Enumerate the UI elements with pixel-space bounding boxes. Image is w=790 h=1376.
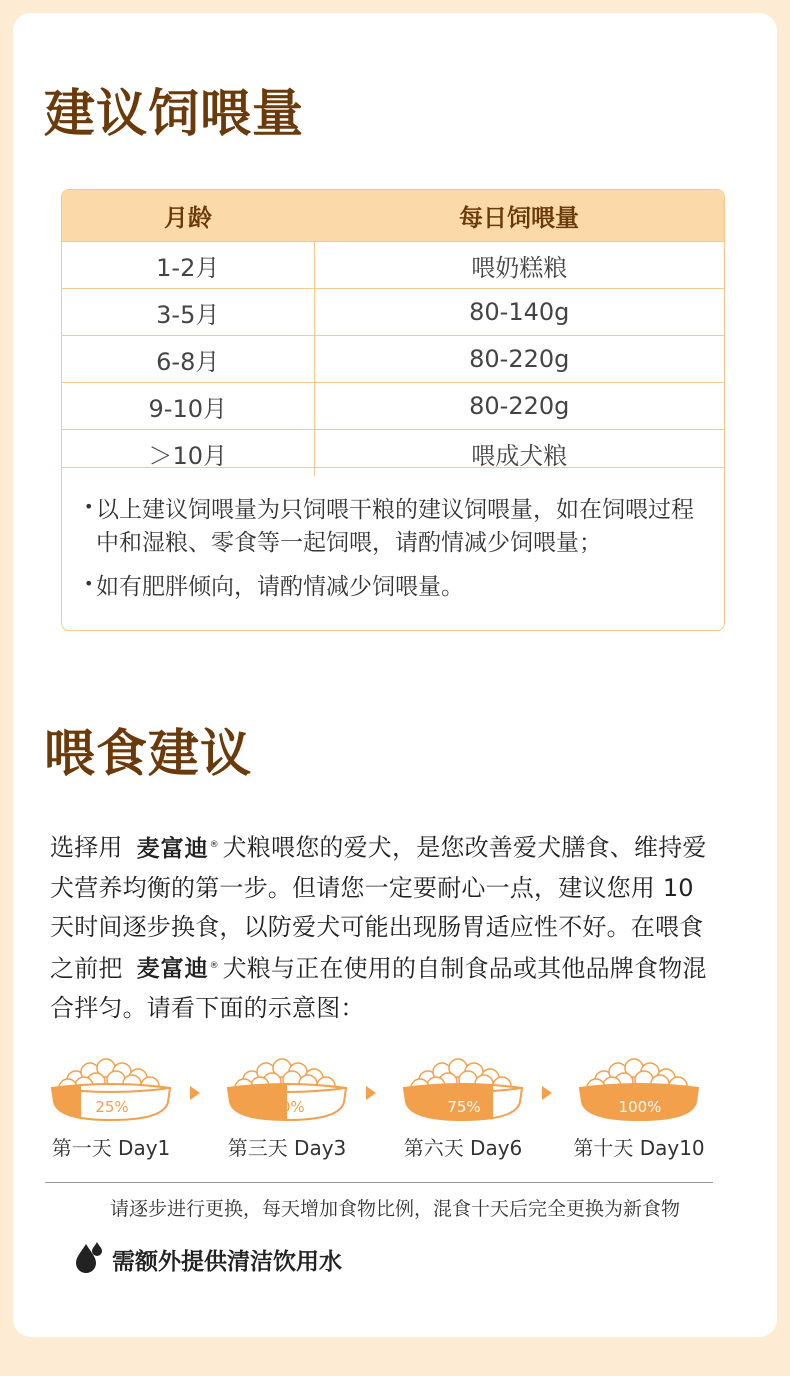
- amount-cell: 80-140g: [314, 289, 724, 336]
- table-row: [62, 289, 724, 336]
- amount-cell: 喂成犬粮: [314, 430, 724, 477]
- brand-text: 麦富迪: [136, 835, 209, 862]
- percent-label: 25%: [95, 1098, 129, 1116]
- registered-mark-icon: ®: [209, 840, 220, 850]
- bullet-dot-icon: •: [84, 574, 94, 593]
- triangle-right-icon: [542, 1086, 552, 1100]
- bowl-step: [568, 1050, 710, 1161]
- brand-name: [137, 956, 220, 982]
- water-note: [74, 1240, 342, 1278]
- note-item: [84, 494, 696, 560]
- age-cell: 9-10月: [62, 383, 314, 430]
- header-age: 月龄: [62, 190, 314, 242]
- percent-label: 100%: [618, 1098, 662, 1116]
- age-cell: 3-5月: [62, 289, 314, 336]
- note-text: 以上建议饲喂量为只饲喂干粮的建议饲喂量，如在饲喂过程中和湿粮、零食等一起饲喂，请酌情减少饲喂量；: [96, 497, 694, 556]
- note-item: [84, 571, 696, 604]
- percent-label: 75%: [447, 1098, 481, 1116]
- table-header-row: [62, 190, 724, 242]
- advice-intro: [50, 826, 710, 1028]
- amount-cell: 喂奶糕粮: [314, 242, 724, 289]
- day-label: 第三天 Day3: [227, 1136, 347, 1160]
- percent-label: 50%: [271, 1098, 305, 1116]
- triangle-right-icon: [366, 1086, 376, 1100]
- amount-cell: 80-220g: [314, 336, 724, 383]
- intro-text: 犬粮喂您的爱犬，是您改善爱犬膳食、维持爱犬营养均衡的第一步。但请您一定要耐心一点，建议您用 10 天时间逐步换食，以防爱犬可能出现肠胃适应性不好。在喂食之前把: [50, 833, 707, 983]
- feeding-notes: [62, 467, 724, 615]
- intro-text: 犬粮与正在使用的自制食品或其他品牌食物混合拌匀。请看下面的示意图：: [50, 954, 707, 1023]
- bowl-step: [392, 1050, 534, 1161]
- age-cell: 1-2月: [62, 242, 314, 289]
- day-label: 第十天 Day10: [573, 1136, 705, 1160]
- age-cell: ＞10月: [62, 430, 314, 477]
- food-bowl-icon: [398, 1050, 528, 1124]
- registered-mark-icon: ®: [209, 960, 220, 971]
- feeding-table-box: [61, 189, 725, 631]
- brand-name: [137, 836, 220, 862]
- feeding-table: [62, 190, 724, 476]
- divider: [45, 1182, 713, 1183]
- note-text: 如有肥胖倾向，请酌情减少饲喂量。: [96, 574, 464, 600]
- food-bowl-icon: [222, 1050, 352, 1124]
- bowl-step: [40, 1050, 182, 1161]
- table-row: [62, 242, 724, 289]
- triangle-right-icon: [190, 1086, 200, 1100]
- bullet-dot-icon: •: [84, 497, 94, 516]
- water-note-text: 需额外提供清洁饮用水: [112, 1248, 342, 1275]
- table-row: [62, 383, 724, 430]
- brand-text: 麦富迪: [136, 956, 209, 983]
- amount-cell: 80-220g: [314, 383, 724, 430]
- day-label: 第六天 Day6: [403, 1136, 523, 1160]
- intro-text: 选择用: [50, 833, 123, 862]
- water-drops-icon: [74, 1240, 104, 1278]
- transition-footnote: 请逐步进行更换，每天增加食物比例，混食十天后完全更换为新食物: [109, 1198, 680, 1220]
- transition-diagram: [40, 1050, 740, 1170]
- day-label: 第一天 Day1: [51, 1136, 171, 1160]
- feeding-amount-title: 建议饲喂量: [44, 85, 305, 144]
- feeding-advice-title: 喂食建议: [44, 725, 253, 784]
- table-row: [62, 336, 724, 383]
- bowl-step: [216, 1050, 358, 1161]
- header-daily-amount: 每日饲喂量: [314, 190, 724, 242]
- age-cell: 6-8月: [62, 336, 314, 383]
- food-bowl-icon: [574, 1050, 704, 1124]
- food-bowl-icon: [46, 1050, 176, 1124]
